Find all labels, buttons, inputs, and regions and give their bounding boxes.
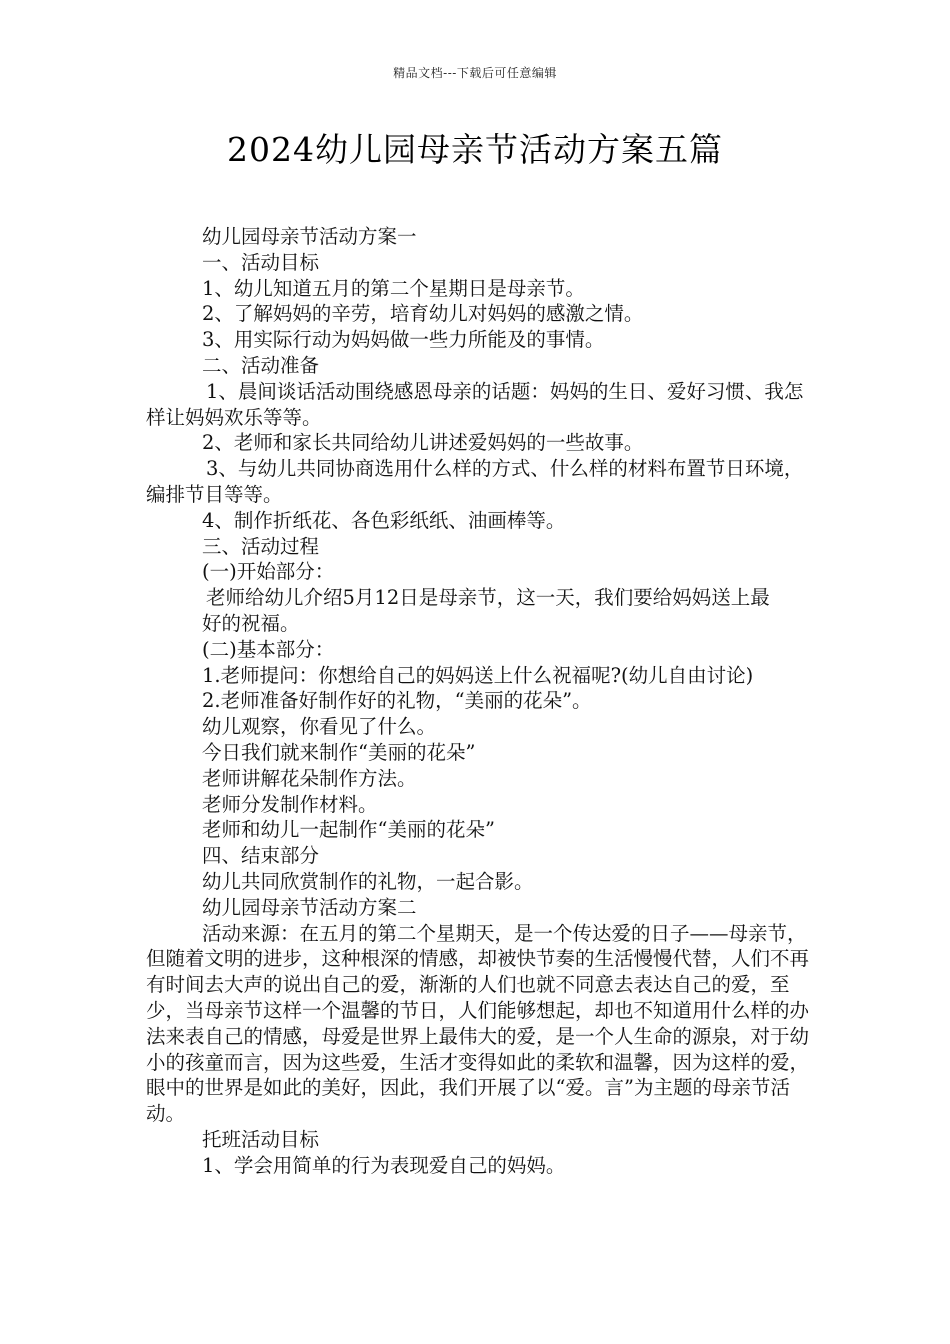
paragraph: 幼儿观察，你看见了什么。 — [202, 715, 437, 739]
paragraph: 幼儿园母亲节活动方案二 — [202, 895, 417, 919]
paragraph: 今日我们就来制作“美丽的花朵” — [202, 740, 476, 764]
paragraph: 一、活动目标 — [202, 250, 320, 274]
paragraph: 托班活动目标 — [202, 1127, 320, 1151]
paragraph: 1、学会用简单的行为表现爱自己的妈妈。 — [202, 1153, 566, 1177]
paragraph: 4、制作折纸花、各色彩纸纸、油画棒等。 — [202, 508, 566, 532]
paragraph: 活动来源：在五月的第二个星期天，是一个传达爱的日子——母亲节，但随着文明的进步，这种根深的情感，却被快节奏的生活慢慢代替，人们不再有时间去大声的说出自己的爱，渐渐的人们也就不同意去表达自己的爱，至少，当母亲节这样一个温馨的节日，人们能够想起，却也不知道用什么样的办法来表自己的情感，母爱是世界上最伟大的爱，是一个人生命的源泉，对于幼小的孩童而言，因为这些爱，生活才变得如此的柔软和温馨，因为这样的爱，眼中的世界是如此的美好，因此，我们开展了以“爱。言”为主题的母亲节活动。 — [146, 921, 810, 1126]
paragraph: 四、结束部分 — [202, 844, 320, 868]
paragraph: 2、了解妈妈的辛劳，培育幼儿对妈妈的感激之情。 — [202, 302, 644, 326]
paragraph: 老师讲解花朵制作方法。 — [202, 766, 417, 790]
paragraph: 老师给幼儿介绍5月12日是母亲节，这一天，我们要给妈妈送上最 — [206, 586, 770, 610]
paragraph: 1、幼儿知道五月的第二个星期日是母亲节。 — [202, 276, 585, 300]
paragraph: 2、老师和家长共同给幼儿讲述爱妈妈的一些故事。 — [202, 431, 644, 455]
paragraph: 幼儿共同欣赏制作的礼物，一起合影。 — [202, 869, 534, 893]
paragraph: 老师和幼儿一起制作“美丽的花朵” — [202, 818, 495, 842]
document-body — [146, 224, 814, 1178]
paragraph: 老师分发制作材料。 — [202, 792, 378, 816]
page-header: 精品文档---下载后可任意编辑 — [393, 66, 557, 80]
paragraph: (一)开始部分： — [202, 560, 335, 584]
document-title: 2024幼儿园母亲节活动方案五篇 — [227, 130, 723, 169]
paragraph: 1、晨间谈话活动围绕感恩母亲的话题：妈妈的生日、爱好习惯、我怎样让妈妈欢乐等等。 — [146, 379, 804, 429]
paragraph: (二)基本部分： — [202, 637, 335, 661]
paragraph: 3、与幼儿共同协商选用什么样的方式、什么样的材料布置节日环境，编排节目等等。 — [146, 457, 804, 506]
paragraph: 好的祝福。 — [202, 611, 300, 635]
paragraph: 幼儿园母亲节活动方案一 — [202, 225, 417, 248]
paragraph: 3、用实际行动为妈妈做一些力所能及的事情。 — [202, 328, 605, 352]
paragraph: 1.老师提问：你想给自己的妈妈送上什么祝福呢?(幼儿自由讨论) — [202, 663, 754, 687]
paragraph: 2.老师准备好制作好的礼物，“美丽的花朵”。 — [202, 689, 592, 713]
paragraph: 二、活动准备 — [202, 353, 320, 377]
paragraph: 三、活动过程 — [202, 534, 320, 558]
